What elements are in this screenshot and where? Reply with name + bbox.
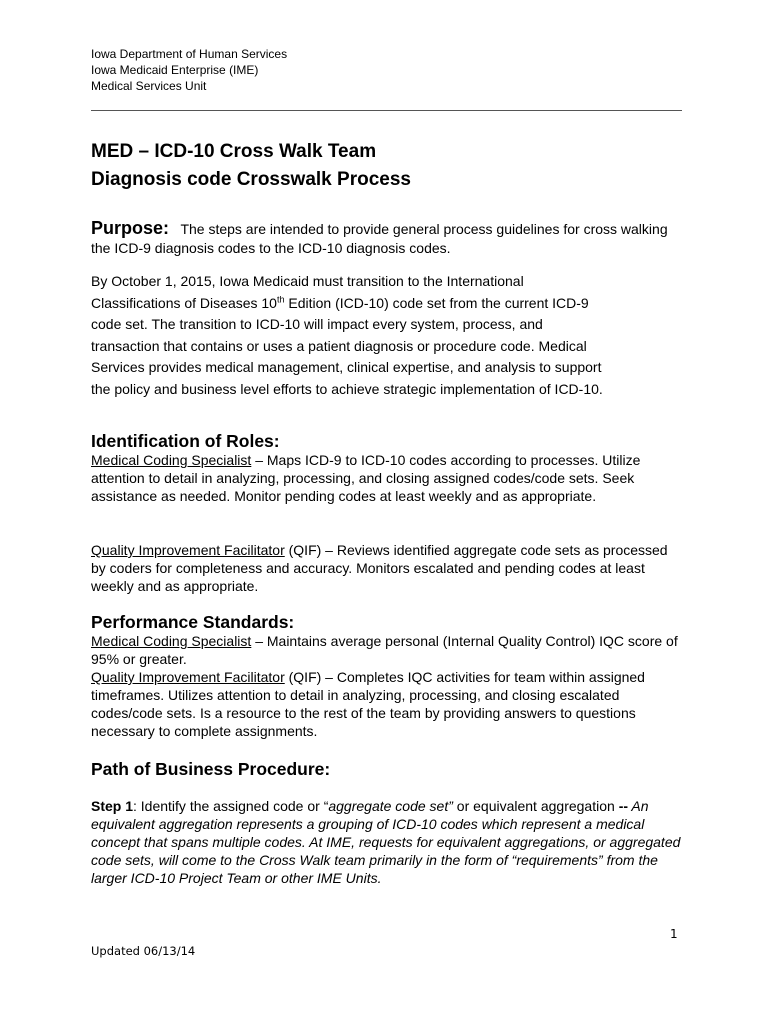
step-1-text-a: : Identify the assigned code or “ <box>133 798 329 814</box>
procedure-heading: Path of Business Procedure: <box>91 759 331 779</box>
performance-heading: Performance Standards: <box>91 612 295 632</box>
letterhead-department: Iowa Department of Human Services <box>91 47 288 61</box>
step-1-text-italic: aggregate code set” <box>328 798 453 814</box>
step-1-dash: -- <box>618 798 629 814</box>
intro-text-part-2: Edition (ICD-10) code set from the current ICD-9 code set. The transition to ICD-10 will impact every system, process, and transaction that contains or uses a patient diagnosis or procedure code. Medical Services provides medical management, clinical expertise, and analysis to support the policy and business level efforts to achieve strategic implementation of ICD-10. <box>91 294 603 397</box>
procedure-step-1 <box>91 797 681 887</box>
title-line-2: Diagnosis code Crosswalk Process <box>91 169 411 190</box>
intro-text-part-1: By October 1, 2015, Iowa Medicaid must transition to the International Classifications of Diseases 10 <box>91 273 524 311</box>
performance-qif-title: Quality Improvement Facilitator <box>91 669 285 685</box>
roles-mcs-title: Medical Coding Specialist <box>91 452 252 468</box>
performance-mcs-paragraph <box>91 632 681 668</box>
performance-mcs-text: – Maintains average personal (Internal Quality Control) IQC score of 95% or greater. <box>91 633 678 667</box>
letterhead-unit: Medical Services Unit <box>91 79 207 93</box>
roles-qif-text: (QIF) – Reviews identified aggregate code sets as processed by coders for completeness and accuracy. Monitors escalated and pending codes at least weekly and as appropriate. <box>91 542 668 594</box>
step-1-text-b: or equivalent aggregation <box>452 798 619 814</box>
purpose-label: Purpose: <box>91 218 170 238</box>
letterhead-enterprise: Iowa Medicaid Enterprise (IME) <box>91 63 259 77</box>
roles-qif-paragraph <box>91 541 681 595</box>
performance-qif-text: (QIF) – Completes IQC activities for team within assigned timeframes. Utilizes attention to detail in analyzing, processing, and closing escalated codes/code sets. Is a resource to the rest of the team by providing answers to questions necessary to complete assignments. <box>91 669 645 739</box>
roles-qif-title: Quality Improvement Facilitator <box>91 542 285 558</box>
intro-paragraph <box>91 271 611 400</box>
header-divider <box>91 110 682 111</box>
step-1-note: An equivalent aggregation represents a grouping of ICD-10 codes which represent a medical concept that spans multiple codes. At IME, requests for equivalent aggregations, or aggregated code sets, will come to the Cross Walk team primarily in the form of “requirements” from the larger ICD-10 Project Team or other IME Units. <box>91 798 681 886</box>
document-title <box>91 138 411 194</box>
title-line-1: MED – ICD-10 Cross Walk Team <box>91 141 377 162</box>
letterhead <box>91 46 287 94</box>
step-1-label: Step 1 <box>91 798 134 814</box>
performance-qif-paragraph <box>91 668 681 740</box>
roles-mcs-paragraph <box>91 451 681 505</box>
intro-superscript: th <box>276 293 285 304</box>
roles-mcs-text: – Maps ICD-9 to ICD-10 codes according to processes. Utilize attention to detail in analyzing, processing, and closing assigned codes/code sets. Seek assistance as needed. Monitor pending codes at least weekly and as appropriate. <box>91 452 641 504</box>
purpose-text: The steps are intended to provide general process guidelines for cross walking the ICD-9 diagnosis codes to the ICD-10 diagnosis codes. <box>91 221 668 256</box>
roles-heading: Identification of Roles: <box>91 431 280 451</box>
page-number: 1 <box>670 927 678 941</box>
purpose-section <box>91 219 681 258</box>
performance-mcs-title: Medical Coding Specialist <box>91 633 252 649</box>
footer-updated-date: Updated 06/13/14 <box>91 944 196 958</box>
